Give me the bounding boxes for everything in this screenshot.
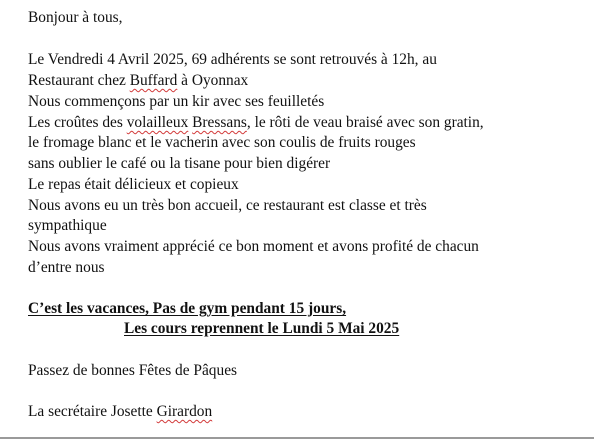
body-line-9: sympathique bbox=[28, 217, 107, 234]
body-line-5: le fromage blanc et le vacherin avec son coulis de fruits rouges bbox=[28, 134, 416, 151]
body-line-2 bbox=[28, 71, 248, 90]
spellcheck-word-buffard: Buffard bbox=[129, 72, 178, 89]
body-line-3: Nous commençons par un kir avec ses feuilletés bbox=[28, 93, 325, 110]
announcement-line-1: C’est les vacances, Pas de gym pendant 15 jours, bbox=[28, 300, 347, 317]
body-line-1: Le Vendredi 4 Avril 2025, 69 adhérents se sont retrouvés à 12h, au bbox=[28, 51, 437, 68]
spellcheck-word-bressans: Bressans bbox=[192, 114, 247, 131]
greeting: Bonjour à tous, bbox=[28, 9, 123, 26]
easter-wish: Passez de bonnes Fêtes de Pâques bbox=[28, 362, 238, 379]
signature bbox=[28, 402, 212, 421]
body-line-7: Le repas était délicieux et copieux bbox=[28, 176, 239, 193]
signature-part-a: La secrétaire Josette bbox=[28, 403, 157, 420]
body-line-4-part-a: Les croûtes des bbox=[28, 114, 127, 131]
body-line-10: Nous avons vraiment apprécié ce bon moment et avons profité de chacun bbox=[28, 238, 479, 255]
announcement-line-2: Les cours reprennent le Lundi 5 Mai 2025 bbox=[124, 320, 400, 337]
body-line-4-part-e: , le rôti de veau braisé avec son gratin, bbox=[246, 114, 484, 131]
body-line-8: Nous avons eu un très bon accueil, ce restaurant est classe et très bbox=[28, 197, 427, 214]
body-line-2-part-a: Restaurant chez bbox=[28, 72, 130, 89]
spellcheck-word-volailleux: volailleux bbox=[126, 114, 189, 131]
body-line-6: sans oublier le café ou la tisane pour bien digérer bbox=[28, 155, 331, 172]
spellcheck-word-girardon: Girardon bbox=[156, 403, 213, 420]
body-line-11: d’entre nous bbox=[28, 259, 105, 276]
body-line-2-part-c: à Oyonnax bbox=[177, 72, 249, 89]
body-line-4 bbox=[28, 113, 484, 132]
